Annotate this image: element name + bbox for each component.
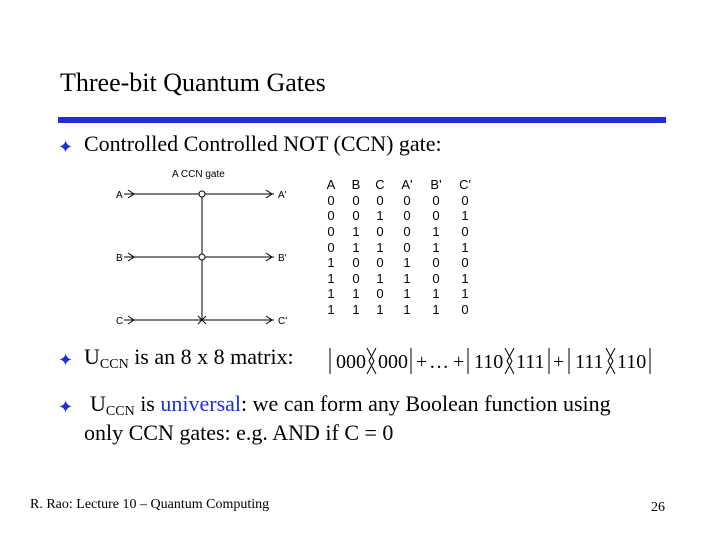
truth-table-cell: 0 <box>461 302 469 318</box>
plus-1: + <box>416 351 428 373</box>
ket-110: 110 <box>474 351 504 373</box>
truth-table-cell: 1 <box>432 224 440 240</box>
truth-table-cell: 1 <box>352 302 360 318</box>
truth-table-row <box>318 302 480 318</box>
universal-text: : we can form any Boolean function using <box>241 391 611 416</box>
u-symbol: U <box>90 391 106 416</box>
truth-table-cell: 0 <box>327 192 335 208</box>
truth-table-cell: 0 <box>352 192 360 208</box>
truth-table-cell: 1 <box>352 286 360 302</box>
u-subscript: CCN <box>99 357 129 372</box>
truth-table <box>318 177 480 317</box>
u-symbol: U <box>84 344 100 369</box>
truth-table-cell: 0 <box>352 208 360 224</box>
truth-table-cell: 1 <box>432 286 440 302</box>
truth-table-cell: 1 <box>403 255 411 271</box>
truth-table-row <box>318 271 480 287</box>
ket-000: 000 <box>336 351 366 373</box>
truth-table-cell: 0 <box>432 208 440 224</box>
truth-table-cell: 1 <box>327 302 335 318</box>
u-subscript: CCN <box>105 404 135 419</box>
truth-table-cell: 1 <box>376 302 384 318</box>
truth-table-cell: 0 <box>376 224 384 240</box>
header-a-prime: A' <box>401 177 413 193</box>
four-point-star-icon: ✦ <box>58 350 74 370</box>
ket-111: 111 <box>575 351 604 373</box>
truth-table-row <box>318 224 480 240</box>
truth-table-cell: 1 <box>432 239 440 255</box>
bullet-ccn-matrix <box>84 344 294 378</box>
input-label-c: C <box>116 316 124 327</box>
ccn-gate-diagram <box>112 165 302 330</box>
page-number: 26 <box>651 500 665 515</box>
truth-table-cell: 1 <box>461 286 469 302</box>
truth-table-cell: 0 <box>403 208 411 224</box>
truth-table-cell: 1 <box>327 286 335 302</box>
slide-title: Three-bit Quantum Gates <box>60 68 326 97</box>
circuit-caption: A CCN gate <box>172 169 225 180</box>
output-label-c: C' <box>278 316 288 327</box>
truth-table-row <box>318 239 480 255</box>
truth-table-cell: 0 <box>376 286 384 302</box>
truth-table-cell: 0 <box>376 192 384 208</box>
bra-000: 000 <box>378 351 408 373</box>
truth-table-cell: 0 <box>403 224 411 240</box>
truth-table-cell: 1 <box>352 224 360 240</box>
truth-table-cell: 1 <box>327 270 335 286</box>
truth-table-cell: 0 <box>461 255 469 271</box>
truth-table-cell: 1 <box>403 302 411 318</box>
header-c: C <box>375 177 385 193</box>
truth-table-cell: 0 <box>432 192 440 208</box>
truth-table-cell: 1 <box>403 270 411 286</box>
truth-table-cell: 1 <box>352 239 360 255</box>
truth-table-cell: 1 <box>461 208 469 224</box>
truth-table-cell: 1 <box>376 239 384 255</box>
control-dot-b <box>199 254 205 260</box>
truth-table-row <box>318 208 480 224</box>
truth-table-cell: 0 <box>432 255 440 271</box>
plus-3: + <box>553 351 565 373</box>
truth-table-row <box>318 193 480 209</box>
four-point-star-icon: ✦ <box>58 137 74 157</box>
truth-table-cell: 0 <box>327 239 335 255</box>
control-dot-a <box>199 191 205 197</box>
truth-table-cell: 0 <box>403 192 411 208</box>
input-label-a: A <box>116 190 123 201</box>
truth-table-cell: 1 <box>376 270 384 286</box>
truth-table-header <box>318 177 480 193</box>
truth-table-cell: 0 <box>461 192 469 208</box>
truth-table-cell: 0 <box>432 270 440 286</box>
ellipsis: … <box>429 351 449 373</box>
truth-table-cell: 1 <box>376 208 384 224</box>
truth-table-cell: 0 <box>352 255 360 271</box>
bullet-universal-line2: only CCN gates: e.g. AND if C = 0 <box>84 420 394 445</box>
truth-table-cell: 0 <box>327 208 335 224</box>
header-b: B <box>351 177 361 193</box>
truth-table-cell: 0 <box>403 239 411 255</box>
plus-2: + <box>453 351 465 373</box>
header-c-prime: C' <box>459 177 471 193</box>
is-text: is <box>134 391 161 416</box>
input-label-b: B <box>116 253 123 264</box>
truth-table-cell: 0 <box>327 224 335 240</box>
four-point-star-icon: ✦ <box>58 397 74 417</box>
header-a: A <box>326 177 336 193</box>
output-label-a: A' <box>278 190 287 201</box>
truth-table-cell: 0 <box>352 270 360 286</box>
bra-110: 110 <box>617 351 647 373</box>
bullet-ccn-gate: Controlled Controlled NOT (CCN) gate: <box>84 131 442 156</box>
truth-table-cell: 1 <box>432 302 440 318</box>
truth-table-row <box>318 255 480 271</box>
universal-term: universal <box>160 391 242 416</box>
truth-table-cell: 1 <box>461 270 469 286</box>
ccn-matrix-expression <box>325 345 665 377</box>
matrix-text: is an 8 x 8 matrix: <box>128 344 294 369</box>
truth-table-cell: 1 <box>327 255 335 271</box>
truth-table-row <box>318 286 480 302</box>
truth-table-cell: 0 <box>376 255 384 271</box>
header-b-prime: B' <box>430 177 442 193</box>
bra-111: 111 <box>516 351 545 373</box>
truth-table-cell: 1 <box>403 286 411 302</box>
output-label-b: B' <box>278 253 287 264</box>
footer-text: R. Rao: Lecture 10 – Quantum Computing <box>30 497 270 512</box>
truth-table-cell: 1 <box>461 239 469 255</box>
title-divider <box>58 117 666 123</box>
truth-table-cell: 0 <box>461 224 469 240</box>
